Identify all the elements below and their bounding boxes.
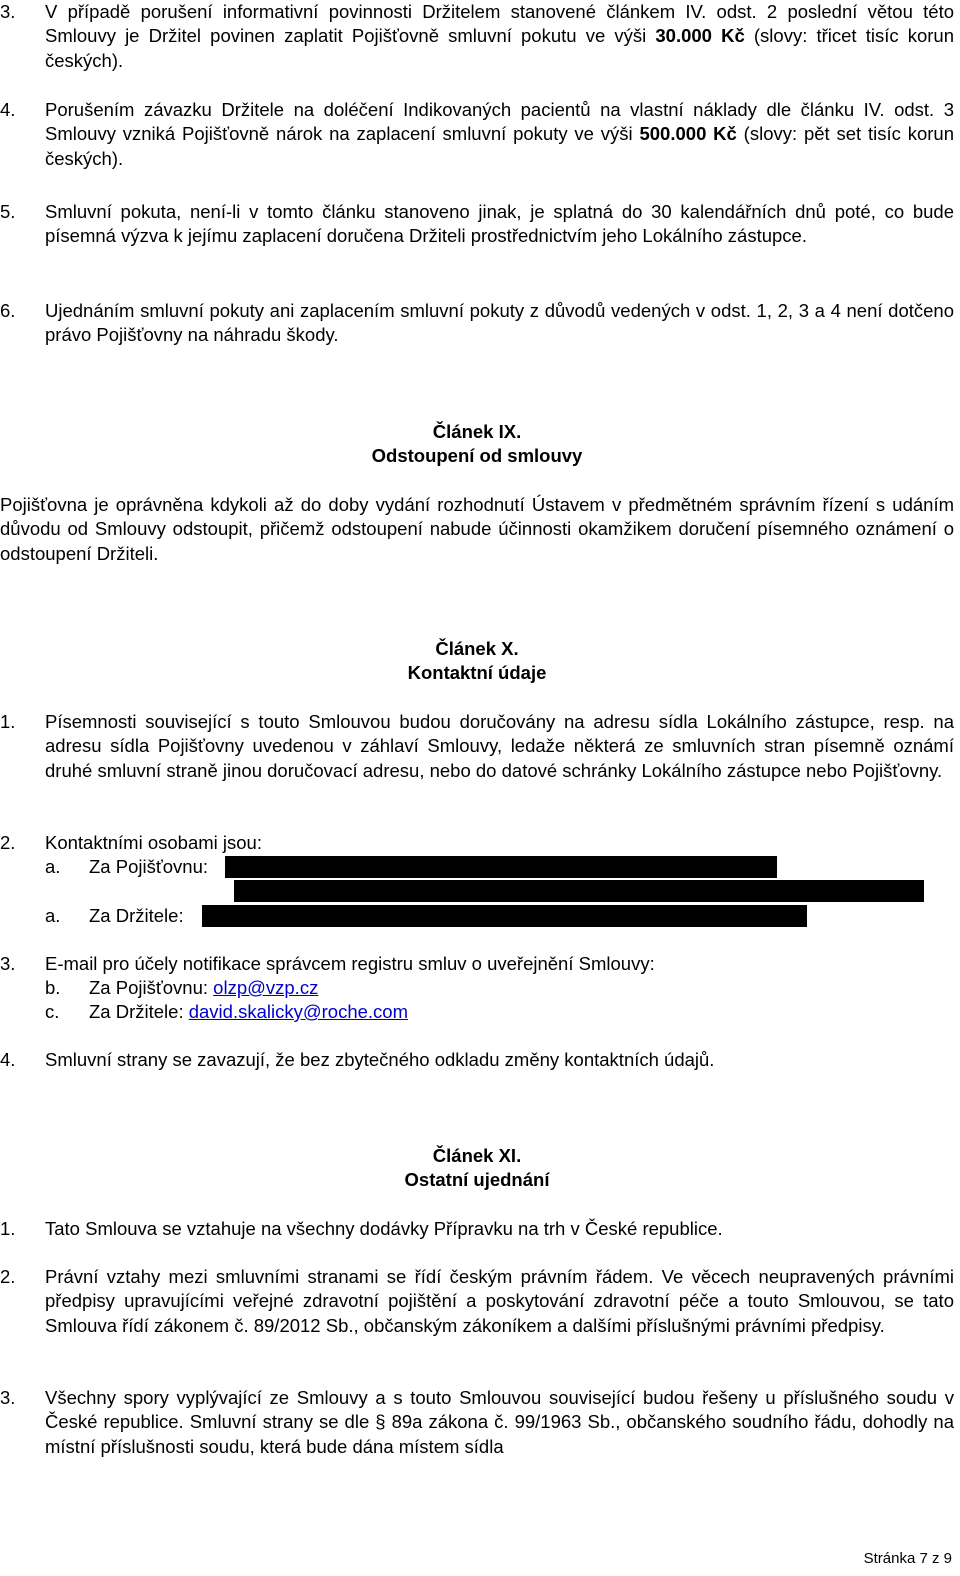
- paragraph-viii-5: [0, 200, 954, 249]
- paragraph-x-4: [0, 1048, 954, 1072]
- contact-item-holder: [45, 904, 184, 928]
- paragraph-x-1: [0, 710, 954, 783]
- item-letter: a.: [45, 856, 61, 877]
- redacted-block: [234, 880, 924, 902]
- paragraph-text: Smluvní strany se zavazují, že bez zbytečného odkladu změny kontaktních údajů.: [45, 1049, 715, 1070]
- paragraph-text: V případě porušení informativní povinnosti Držitelem stanovené článkem IV. odst. 2 poslední větou této Smlouvy je Držitel povinen zaplatit Pojišťovně smluvní pokutu ve výši: [45, 1, 954, 47]
- paragraph-text: Právní vztahy mezi smluvními stranami se řídí českým právním řádem. Ve věcech neupravených právními předpisy upravujícími veřejné zdravotní pojištění a poskytování zdravotní péče a touto Smlouvou, se tato Smlouva řídí zákonem č. 89/2012 Sb., občanským zákoníkem a dalšími příslušnými právními předpisy.: [45, 1266, 954, 1336]
- email-item-insurer: [45, 976, 318, 1000]
- redacted-block: [202, 905, 807, 927]
- item-letter: c.: [45, 1001, 60, 1022]
- email-item-holder: [45, 1000, 408, 1024]
- paragraph-xi-3: [0, 1386, 954, 1459]
- item-label: Za Držitele:: [89, 905, 184, 926]
- paragraph-text: Kontaktními osobami jsou:: [45, 832, 262, 853]
- paragraph-text: (slovy: třicet tisíc korun českých).: [45, 25, 954, 71]
- paragraph-x-2: [0, 831, 954, 855]
- penalty-amount: 500.000 Kč: [639, 123, 737, 145]
- article-title: Kontaktní údaje: [407, 662, 547, 683]
- paragraph-number: 3.: [0, 1387, 16, 1408]
- item-letter: b.: [45, 977, 61, 998]
- article-heading: Článek IX.: [432, 421, 522, 442]
- paragraph-text: E-mail pro účely notifikace správcem registru smluv o uveřejnění Smlouvy:: [45, 953, 655, 974]
- paragraph-x-3: [0, 952, 954, 976]
- paragraph-number: 3.: [0, 953, 16, 974]
- paragraph-viii-6: [0, 299, 954, 348]
- paragraph-number: 2.: [0, 832, 16, 853]
- item-label: Za Pojišťovnu:: [89, 977, 214, 998]
- paragraph-number: 4.: [0, 1049, 16, 1070]
- item-letter: a.: [45, 905, 61, 926]
- redacted-block: [225, 856, 777, 878]
- paragraph-number: 4.: [0, 99, 16, 120]
- paragraph-number: 1.: [0, 1218, 16, 1239]
- paragraph-text: Všechny spory vyplývající ze Smlouvy a s touto Smlouvou související budou řešeny u příslušného soudu v České republice. Smluvní strany se dle § 89a zákona č. 99/1963 Sb., občanského soudního řádu, dohodly na místní příslušnosti soudu, která bude dána místem sídla: [45, 1387, 954, 1457]
- paragraph-viii-3: [0, 0, 954, 73]
- paragraph-xi-2: [0, 1265, 954, 1338]
- paragraph-text: Porušením závazku Držitele na doléčení Indikovaných pacientů na vlastní náklady dle článku IV. odst. 3 Smlouvy vzniká Pojišťovně nárok na zaplacení smluvní pokuty ve výši: [45, 99, 954, 145]
- article-title: Ostatní ujednání: [404, 1169, 550, 1190]
- email-link[interactable]: david.skalicky@roche.com: [188, 1001, 408, 1022]
- paragraph-xi-1: [0, 1217, 954, 1241]
- paragraph-number: 3.: [0, 1, 16, 22]
- article-heading: Článek X.: [435, 638, 519, 659]
- paragraph-text: Ujednáním smluvní pokuty ani zaplacením smluvní pokuty z důvodů vedených v odst. 1, 2, 3 a 4 není dotčeno právo Pojišťovny na náhradu škody.: [45, 300, 954, 346]
- contact-item-insurer: [45, 855, 208, 879]
- paragraph-number: 5.: [0, 201, 16, 222]
- paragraph-number: 6.: [0, 300, 16, 321]
- paragraph-number: 2.: [0, 1266, 16, 1287]
- penalty-amount: 30.000 Kč: [655, 25, 745, 47]
- paragraph-text: (slovy: pět set tisíc korun českých).: [45, 123, 954, 169]
- article-title: Odstoupení od smlouvy: [371, 445, 583, 466]
- page-number: Stránka 7 z 9: [863, 1550, 952, 1567]
- paragraph-text: Smluvní pokuta, není-li v tomto článku stanoveno jinak, je splatná do 30 kalendářních dnů poté, co bude písemná výzva k jejímu zaplacení doručena Držiteli prostřednictvím jeho Lokálního zástupce.: [45, 201, 954, 247]
- item-label: Za Pojišťovnu:: [89, 856, 209, 877]
- paragraph-viii-4: [0, 98, 954, 171]
- item-label: Za Držitele:: [89, 1001, 189, 1022]
- email-link[interactable]: olzp@vzp.cz: [213, 977, 319, 998]
- paragraph-number: 1.: [0, 711, 16, 732]
- article-ix-text: Pojišťovna je oprávněna kdykoli až do doby vydání rozhodnutí Ústavem v předmětném správním řízení s udáním důvodu od Smlouvy odstoupit, přičemž odstoupení nabude účinnosti okamžikem doručení písemného oznámení o odstoupení Držiteli.: [0, 494, 954, 564]
- paragraph-text: Písemnosti související s touto Smlouvou budou doručovány na adresu sídla Lokálního zástupce, resp. na adresu sídla Pojišťovny uvedenou v záhlaví Smlouvy, ledaže některá ze smluvních stran písemně oznámí druhé smluvní straně jinou doručovací adresu, nebo do datové schránky Lokálního zástupce nebo Pojišťovny.: [45, 711, 954, 781]
- article-heading: Článek XI.: [432, 1145, 522, 1166]
- paragraph-text: Tato Smlouva se vztahuje na všechny dodávky Přípravku na trh v České republice.: [45, 1218, 723, 1239]
